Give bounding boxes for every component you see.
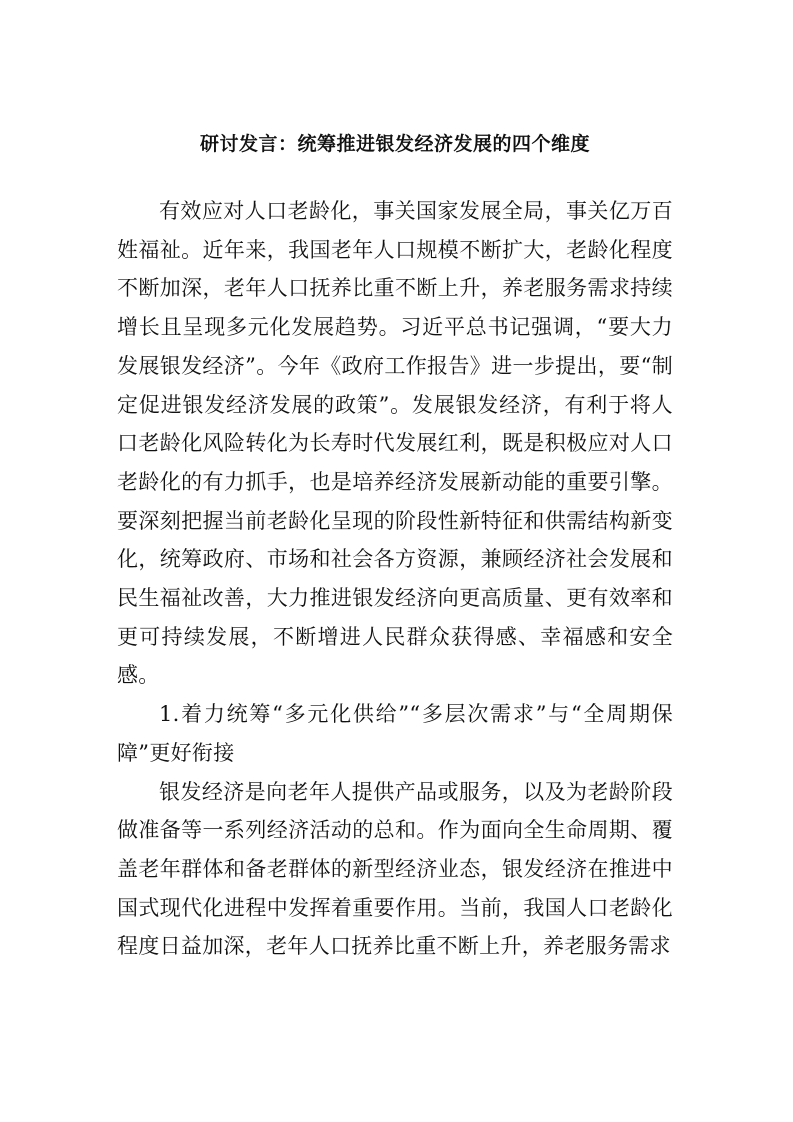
document-title: 研讨发言：统筹推进银发经济发展的四个维度: [199, 133, 590, 155]
intro-paragraph: 有效应对人口老龄化，事关国家发展全局，事关亿万百姓福祉。近年来，我国老年人口规模不断扩大，老龄化程度不断加深，老年人口抚养比重不断上升，养老服务需求持续增长且呈现多元化发展趋势。习近平总书记强调，“要大力发展银发经济”。今年《政府工作报告》进一步提出，要“制定促进银发经济发展的政策”。发展银发经济，有利于将人口老龄化风险转化为长寿时代发展红利，既是积极应对人口老龄化的有力抓手，也是培养经济发展新动能的重要引擎。要深刻把握当前老龄化呈现的阶段性新特征和供需结构新变化，统筹政府、市场和社会各方资源，兼顾经济社会发展和民生福祉改善，大力推进银发经济向更高质量、更有效率和更可持续发展，不断增进人民群众获得感、幸福感和安全感。: [117, 199, 673, 688]
section-heading-1: 1.着力统筹“多元化供给”“多层次需求”与“全周期保障”更好衔接: [117, 702, 673, 765]
section-1-paragraph: 银发经济是向老年人提供产品或服务，以及为老龄阶段做准备等一系列经济活动的总和。作为面向全生命周期、覆盖老年群体和备老群体的新型经济业态，银发经济在推进中国式现代化进程中发挥着重要作用。当前，我国人口老龄化程度日益加深，老年人口抚养比重不断上升，养老服务需求: [117, 779, 673, 959]
document-body: [117, 192, 673, 966]
